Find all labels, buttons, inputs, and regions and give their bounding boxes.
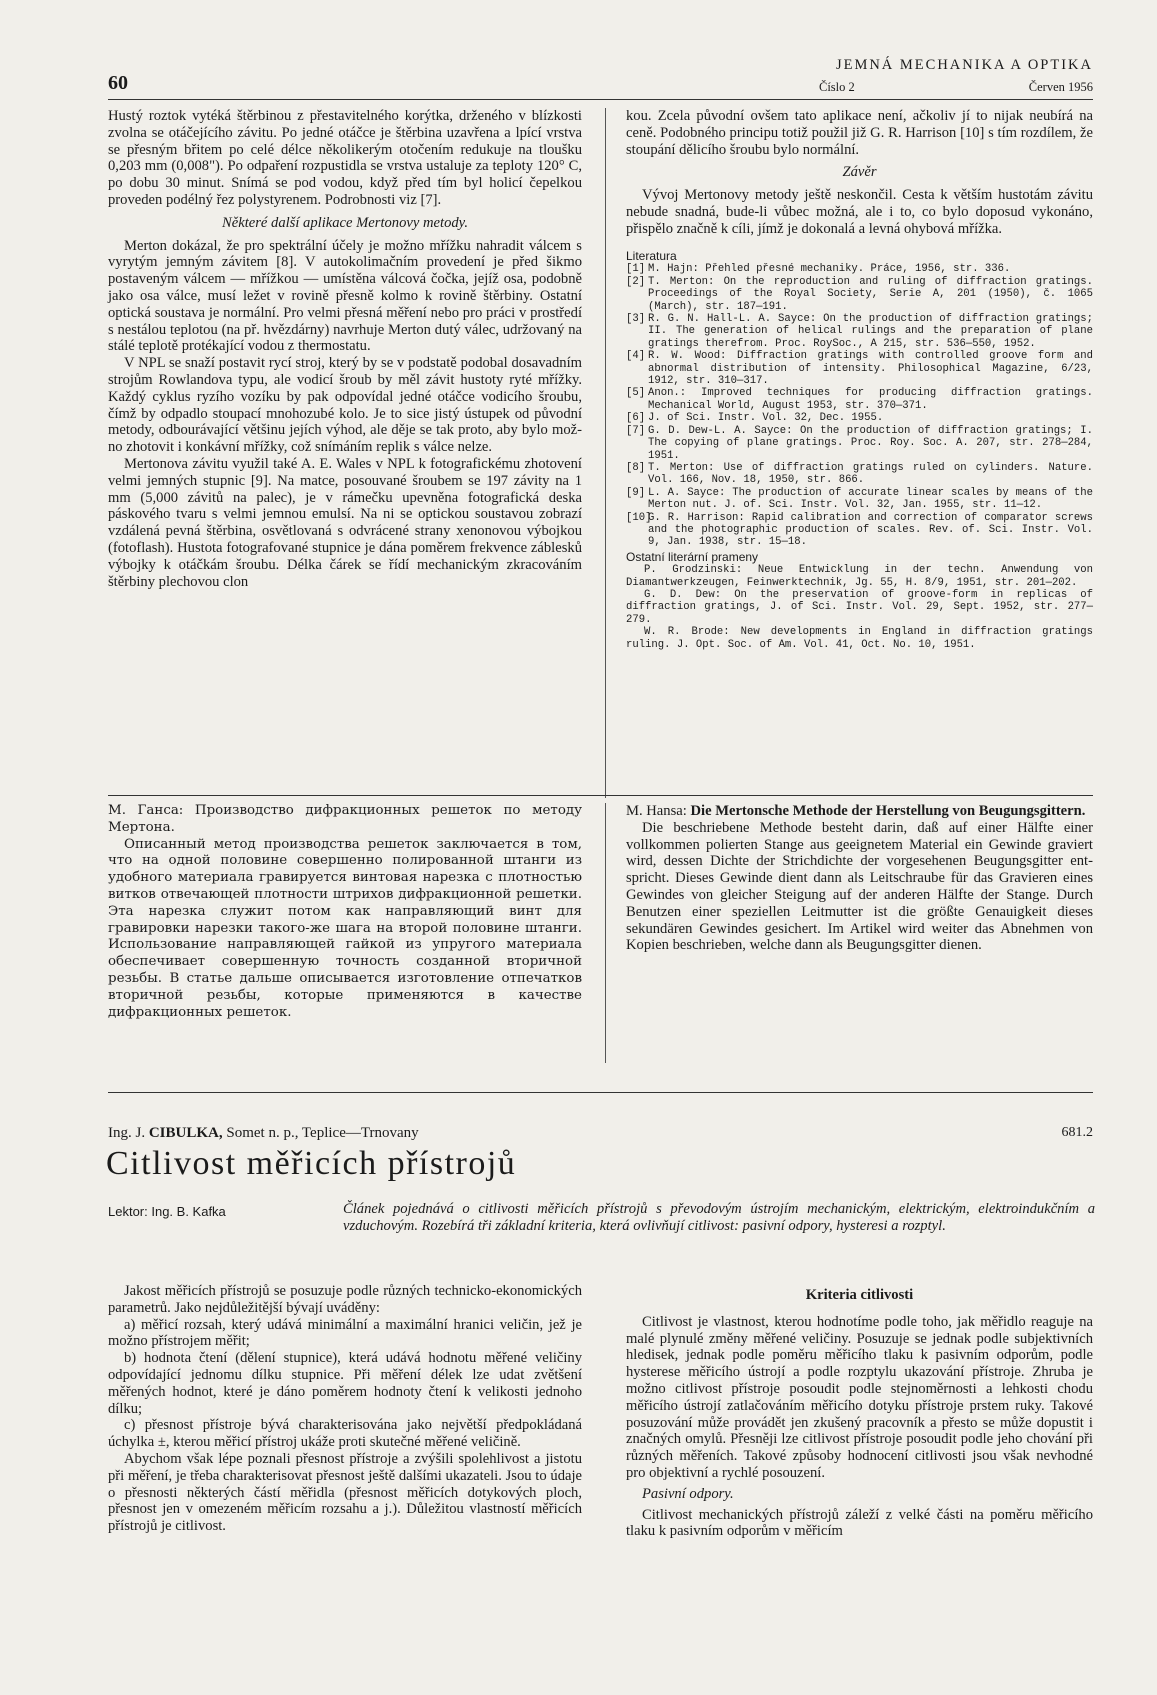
german-summary-author: M. Hansa:: [626, 803, 687, 819]
reference-number: [1]: [626, 263, 646, 276]
paragraph: Abychom však lépe poznali přesnost přístroje a zvýšili spolehlivost a jistotu při měření, je třeba charakterisovat přesnost ještě dalšími ukazateli. Jsou to údaje o přesnosti některých částí měřidla (přesnost měřicích dotykových ploch, přesnost jen v omezeném měřicím rozsahu a j.). Důležitou vlastností měřicích přístrojů je citlivost.: [108, 1450, 582, 1535]
paragraph: c) přesnost přístroje bývá charakterisována jako největší předpokládaná úchylka ±, kterou měřicí přístroj ukáže proti skutečné měřené veličině.: [108, 1417, 582, 1451]
reference-number: [3]: [626, 313, 646, 326]
issue-number: Číslo 2: [819, 80, 855, 94]
reference-item: [626, 462, 1093, 487]
author-affiliation: Somet n. p., Teplice—Trnovany: [226, 1125, 419, 1141]
reference-text: G. R. Harrison: Rapid calibration and correction of comparator screws and the photographic production of scales. Rev. of. Sci. Instr. Vol. 9, Jan. 1938, str. 15—18.: [648, 511, 1093, 549]
other-reference-item: P. Grodzinski: Neue Entwicklung in der techn. Anwendung von Diamantwerkzeugen, Feinwerktechnik, Jg. 55, H. 8/9, 1951, str. 201—202.: [626, 564, 1093, 589]
reference-item: [626, 263, 1093, 275]
reference-item: [626, 425, 1093, 462]
udc-code: 681.2: [1061, 1125, 1093, 1140]
section-heading: Některé další aplikace Mertonovy metody.: [222, 214, 468, 231]
paragraph: kou. Zcela původní ovšem tato aplikace není, ačkoliv jí to nijak neubírá na ceně. Podobného principu totiž použil již G. R. Harrison [10] s tím rozdílem, že stoupání dělicího šroubu bylo normální.: [626, 108, 1093, 158]
russian-summary-text: Описанный метод производства решеток заключается в том, что на одной половине совершенно полированной штанги из удобного материала гравируется винтовая нарезка с плотностью витков отвечающей плотности штрихов дифракционной решетки. Эта нарезка служит потом как направляющий винт для гравировки нарезки такого-же шага на второй половине штанги. Использование направляющей гайкой из упругого материала обеспечивает совершенную точность созданной вторичной резьбы. В статье дальше описывается изготовление отпечатков вторичной резьбы, которые применяются в качестве дифракционных решеток.: [108, 836, 582, 1020]
literature-list: [626, 248, 1093, 651]
section-heading: Pasivní odpory.: [642, 1485, 734, 1502]
reference-text: R. W. Wood: Diffraction gratings with controlled groove form and abnormal distribution of intensity. Philosophical Magazine, 6/23, 1912, str. 310—317.: [648, 350, 1093, 388]
other-reference-item: W. R. Brode: New developments in England in diffraction gratings ruling. J. Opt. Soc. of Am. Vol. 41, Oct. No. 10, 1951.: [626, 626, 1093, 651]
reference-text: R. G. N. Hall-L. A. Sayce: On the production of diffraction gratings; II. The generation of helical rulings and the preparation of plane gratings therefrom. Proc. RoySoc., A 215, str. 536—550, 1952.: [648, 313, 1093, 350]
literature-heading: Literatura: [626, 249, 677, 263]
german-summary-title: Die Mertonsche Methode der Herstellung von Beugungsgittern.: [690, 803, 1086, 819]
paragraph: Citlivost mechanických přístrojů záleží z velké části na poměru měřicího tlaku k pasivním odporům v měřicím: [626, 1506, 1093, 1540]
reference-item: [626, 512, 1093, 549]
upper-left-column: [108, 108, 582, 590]
summary-divider: [605, 803, 606, 1063]
reference-text: T. Merton: On the reproduction and ruling of diffraction gratings. Proceedings of the Royal Society, Serie A, 201 (1950), č. 1065 (March), str. 187—191.: [648, 275, 1093, 313]
paragraph: Mertonova závitu využil také A. E. Wales v NPL k fotografickému zhotovení velmi jemných stupnic [9]. Na matce, posouvané šroubem se 197 závity na 1 mm (5,000 závitů na palec), je v rámečku upevněna fotografická deska páskového tvaru s velmi jemnou emulsí. Na ni se optickou soustavou zobrazí vzdálená pevná štěrbina, osvětlovaná s odvrácené strany xenonovou výbojkou (fotoflash). Hustota fotografované stupnice je dána poměrem frekvence záblesků výbojky k otáčkám šroubu. Délka čárek se řídí mechanickým zkracováním štěrbiny plechovou clon: [108, 455, 582, 590]
reference-item: [626, 350, 1093, 387]
section-heading: Kriteria citlivosti: [805, 1287, 914, 1303]
reference-number: [9]: [626, 486, 646, 499]
reference-text: T. Merton: Use of diffraction gratings ruled on cylinders. Nature. Vol. 166, Nov. 18, 1950, str. 866.: [648, 461, 1093, 487]
reference-text: G. D. Dew-L. A. Sayce: On the production of diffraction gratings; I. The copying of plane gratings. Proc. Roy. Soc. A. 207, str. 278—284, 1951.: [648, 424, 1093, 462]
journal-title: JEMNÁ MECHANIKA A OPTIKA: [835, 57, 1093, 73]
russian-summary-title: М. Ганса: Производство дифракционных решеток по методу Мертона.: [108, 803, 582, 835]
page-number: 60: [108, 72, 128, 94]
section-heading: Závěr: [842, 164, 877, 181]
reference-number: [2]: [626, 275, 646, 288]
column-divider: [605, 108, 606, 798]
paragraph: Jakost měřicích přístrojů se posuzuje podle různých technicko-ekonomických parametrů. Jako nejdůležitější bývají uváděny:: [108, 1283, 582, 1316]
upper-right-column: [626, 108, 1093, 238]
article-byline: [108, 1125, 419, 1142]
paragraph: Merton dokázal, že pro spektrální účely je možno mřížku nahradit válcem s vyrytým jemným závitem [8]. V autokolimačním provedení je před šikmo postaveným válcem — mřížkou — umístěna válcová čočka, jejíž osa, podobně jako osa válce, musí ležet v rovině přesně kolmo k rovině štěrbiny. Ostatní optická soustava je normální. Pro velmi přesná měření nebo pro práci v prostředí s nestálou teplotou (na př. hvězdárny) navrhuje Merton dutý válec, udržovaný na stálé teplotě protékající vodou z thermostatu.: [108, 237, 582, 355]
german-summary-text: Die beschriebene Methode besteht darin, daß auf einer Hälfte einer vollkommen polierten Stange aus geeignetem Material ein Gewinde graviert wird, dessen Dichte der Strichdichte der vorgesehenen Beugungsgitter entspricht. Dieses Gewinde dient dann als Leitschraube für das Gravieren eines Gewindes von gleicher Steigung auf der anderen Hälfte der Stange. Durch Benutzen einer speziellen Leitmutter ist die größte Genauigkeit dieses sekundären Gewindes gesichert. Im Artikel wird weiter das Abnehmen von Kopien beschrieben, welche dann als Beugungsgitter dienen.: [626, 819, 1093, 954]
reference-item: [626, 313, 1093, 350]
issue-date: Červen 1956: [1028, 80, 1093, 94]
reference-item: [626, 487, 1093, 512]
article-left-column: [108, 1283, 582, 1535]
russian-summary: [108, 803, 582, 1021]
reference-text: M. Hajn: Přehled přesné mechaniky. Práce, 1956, str. 336.: [648, 263, 1011, 276]
reference-text: Anon.: Improved techniques for producing diffraction gratings. Mechanical World, August 1953, str. 370—371.: [648, 387, 1093, 412]
other-literature-heading: Ostatní literární prameny: [626, 549, 759, 564]
reference-item: [626, 276, 1093, 313]
article-right-column: [626, 1283, 1093, 1540]
paragraph: Vývoj Mertonovy metody ještě neskončil. Cesta k větším hustotám závitu nebude snadná, bude-li vůbec možná, ale i to, co bylo doposud vykonáno, přispělo značně k cíli, jímž je dokonalá a levná ohybová mřížka.: [626, 187, 1093, 237]
other-reference-item: G. D. Dew: On the preservation of groove-form in replicas of diffraction gratings, J. of Sci. Instr. Vol. 29, Sept. 1952, str. 277—279.: [626, 588, 1093, 626]
reference-item: [626, 387, 1093, 412]
reference-number: [6]: [626, 412, 646, 425]
summary-rule: [108, 795, 1093, 796]
reference-number: [7]: [626, 424, 646, 437]
paragraph: Citlivost je vlastnost, kterou hodnotíme podle toho, jak měřidlo reaguje na malé plynulé změny měřené veličiny. Posuzuje se jednak podle subjektivních hledisek, jednak podle poměru měřicího tlaku k pasivním odporům, podle hysterese měřicího ústrojí a podle rozptylu ukazování přístroje. Zhruba je možno citlivost přístroje posoudit podle stejnoměrnosti a lehkosti chodu měřicího ústrojí zatlačováním měřicího dotyku přístroje prstem ruky. Takové posuzování může provádět jen zkušený pracovník a přesto se může dopustit i značných omylů. Přesněji lze citlivost přístroje posoudit podle jeho chování při různých měřeních. Takové způsoby hodnocení citlivosti jsou však nevhodné pro objektivní a rychlé posouzení.: [626, 1313, 1093, 1481]
article-abstract: [343, 1201, 1095, 1235]
reviewer: Lektor: Ing. B. Kafka: [108, 1204, 226, 1219]
paragraph: a) měřicí rozsah, který udává minimální a maximální hranici veličin, jež je možno přístrojem měřit;: [108, 1316, 582, 1350]
paragraph: b) hodnota čtení (dělení stupnice), která udává hodnotu měřené veličiny odpovídající jednomu dílku stupnice. Při měření délek lze udat zvětšení měřených hodnot, které je dáno poměrem hodnoty čtení k velikosti jednoho dílku;: [108, 1350, 582, 1417]
reference-text: J. of Sci. Instr. Vol. 32, Dec. 1955.: [648, 412, 884, 425]
author-name: CIBULKA,: [148, 1125, 223, 1141]
header-rule: [108, 99, 1093, 100]
reference-number: [10]: [626, 511, 652, 524]
reference-number: [5]: [626, 387, 646, 400]
reference-number: [8]: [626, 461, 646, 474]
article-rule: [108, 1092, 1093, 1093]
article-title: Citlivost měřicích přístrojů: [106, 1145, 517, 1182]
paragraph: V NPL se snaží postavit rycí stroj, který by se v podstatě podobal dosavadním strojům Rowlandova typu, ale vodicí šroub by měl závit hustoty ryté mřížky. Každý cyklus ryzího vozíku by pak odpovídal jedné otáčce vodicího šroubu, čímž by odpadlo stoupací mnohozubé kolo. Je to sice jistý ústupek od původní metody, odbourávající většinu jejích výhod, ale děje se tak proto, aby bylo možno zhotovit i konkávní mřížky, což snímáním replik s válce nelze.: [108, 355, 582, 456]
german-summary: [626, 803, 1093, 954]
reference-text: L. A. Sayce: The production of accurate linear scales by means of the Merton nut. J. of. Sci. Instr. Vol. 32, Jan. 1955, str. 11—12.: [648, 486, 1093, 512]
paragraph: Hustý roztok vytéká štěrbinou z přestavitelného korýtka, drženého v blízkosti zvolna se otáčejícího závitu. Po jedné otáčce je štěrbina uzavřena a lpící vrstva se přesným břitem po celé délce několikerým otočením redukuje na tloušku 0,203 mm (0,008"). Po odpaření rozpustidla se vrstva ustaluje za teploty 120° C, po dobu 30 minut. Snímá se pod vodou, když před tím byl holicí čepelkou proveden podélný řez polystyrenem. Podrobnosti viz [7].: [108, 108, 582, 208]
byline-prefix: Ing. J.: [108, 1125, 146, 1141]
reference-number: [4]: [626, 350, 646, 363]
abstract-text: Článek pojednává o citlivosti měřicích přístrojů s převodovým ústrojím mechanickým, elektrickým, elektroindukčním a vzduchovým. Rozebírá tři základní kriteria, která ovlivňují citlivost: pasivní odpory, hysteresi a rozptyl.: [343, 1201, 1095, 1234]
reference-item: [626, 412, 1093, 424]
